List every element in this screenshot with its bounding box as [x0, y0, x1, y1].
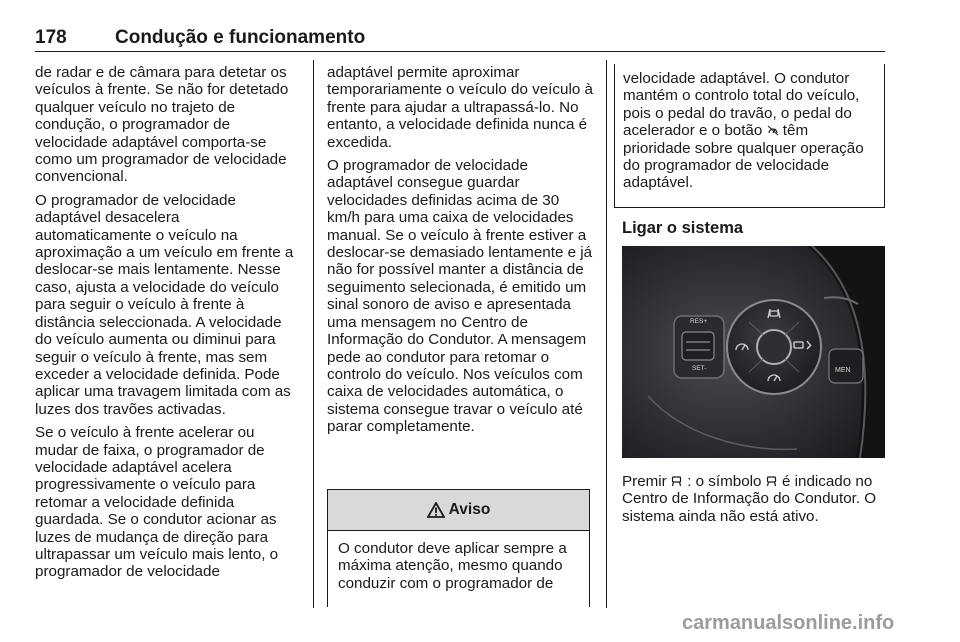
warning-continuation-box [614, 64, 885, 208]
warning-title: Aviso [448, 501, 491, 518]
paragraph: O programador de velocidade adaptável consegue guardar velocidades definidas acima de 30 km/h para uma caixa de velocidades manual. Se o veículo à frente estiver a deslocar-se demasiado lentamente e já não for possível manter a distância de seguimento selecionada, é emitido um sinal sonoro de aviso e apresentada uma mensagem no Centro de Informação do Condutor. A mensagem pede ao condutor para retomar o controlo do veículo. Nos veículos com caixa de velocidades automática, o sistema consegue travar o veículo até parar completamente. [327, 157, 593, 436]
page-number: 178 [35, 27, 67, 48]
watermark: carmanualsonline.info [682, 612, 895, 634]
warning-triangle-icon [427, 502, 445, 518]
steering-wheel-controls-photo [622, 246, 885, 458]
menu-label: MEN [835, 367, 851, 374]
warning-text-start: velocidade adaptável. O condutor mantém o controlo total do veículo, pois o pedal do travão, o pedal do acelerador e o botão [623, 70, 860, 140]
set-minus-label: SET- [692, 365, 707, 372]
paragraph: Se o veículo à frente acelerar ou mudar de faixa, o programador de velocidade adaptável acelera progressivamente o veículo para retomar a velocidade definida guardada. Se o condutor acionar as luzes de mudança de direção para ultrapassar um veículo mais lento, o programador de velocidade [35, 424, 279, 581]
paragraph: de radar e de câmara para detetar os veículos à frente. Se não for detetado qualquer veículo no trajeto de condução, o programador de velocidade adaptável comporta-se como um programador de velocidade convencional. [35, 64, 289, 186]
caption-text: Premir [622, 473, 667, 490]
cruise-cancel-icon [767, 125, 779, 136]
caption-text: : o símbolo [687, 473, 762, 490]
page-title: Condução e funcionamento [115, 27, 366, 48]
res-plus-label: RES+ [690, 318, 708, 325]
caption-text: é indicado no Centro de Informação do Condutor. O sistema ainda não está ativo. [622, 473, 877, 525]
paragraph: adaptável permite aproximar temporariamente o veículo do veículo à frente para ajudar a ultrapassá-lo. No entanto, a velocidade definida nunca é excedida. [327, 64, 593, 151]
column-divider [313, 60, 314, 608]
warning-text: O condutor deve aplicar sempre a máxima atenção, mesmo quando conduzir com o programador de [338, 540, 567, 592]
section-title: Ligar o sistema [622, 219, 744, 237]
header-rule [35, 51, 885, 52]
cruise-control-icon [766, 476, 778, 487]
cruise-control-icon [671, 476, 683, 487]
warning-header [328, 490, 589, 531]
page-header [35, 27, 885, 51]
paragraph: O programador de velocidade adaptável desacelera automaticamente o veículo na aproximação a um veículo em frente a deslocar-se mais lentamente. Nesse caso, ajusta a velocidade do veículo para seguir o veículo à frente à distância seleccionada. A velocidade do veículo aumenta ou diminui para seguir o veículo à frente, mas sem exceder a velocidade definida. Pode aplicar uma travagem limitada com as luzes dos travões activadas. [35, 191, 294, 418]
photo-caption [622, 473, 888, 525]
warning-box [327, 489, 590, 607]
column-divider [606, 60, 607, 608]
column-2 [327, 64, 593, 442]
menu-button [829, 349, 863, 383]
column-1 [35, 64, 300, 587]
warning-text-end: têm prioridade sobre qualquer operação do programador de velocidade adaptável. [623, 122, 864, 192]
